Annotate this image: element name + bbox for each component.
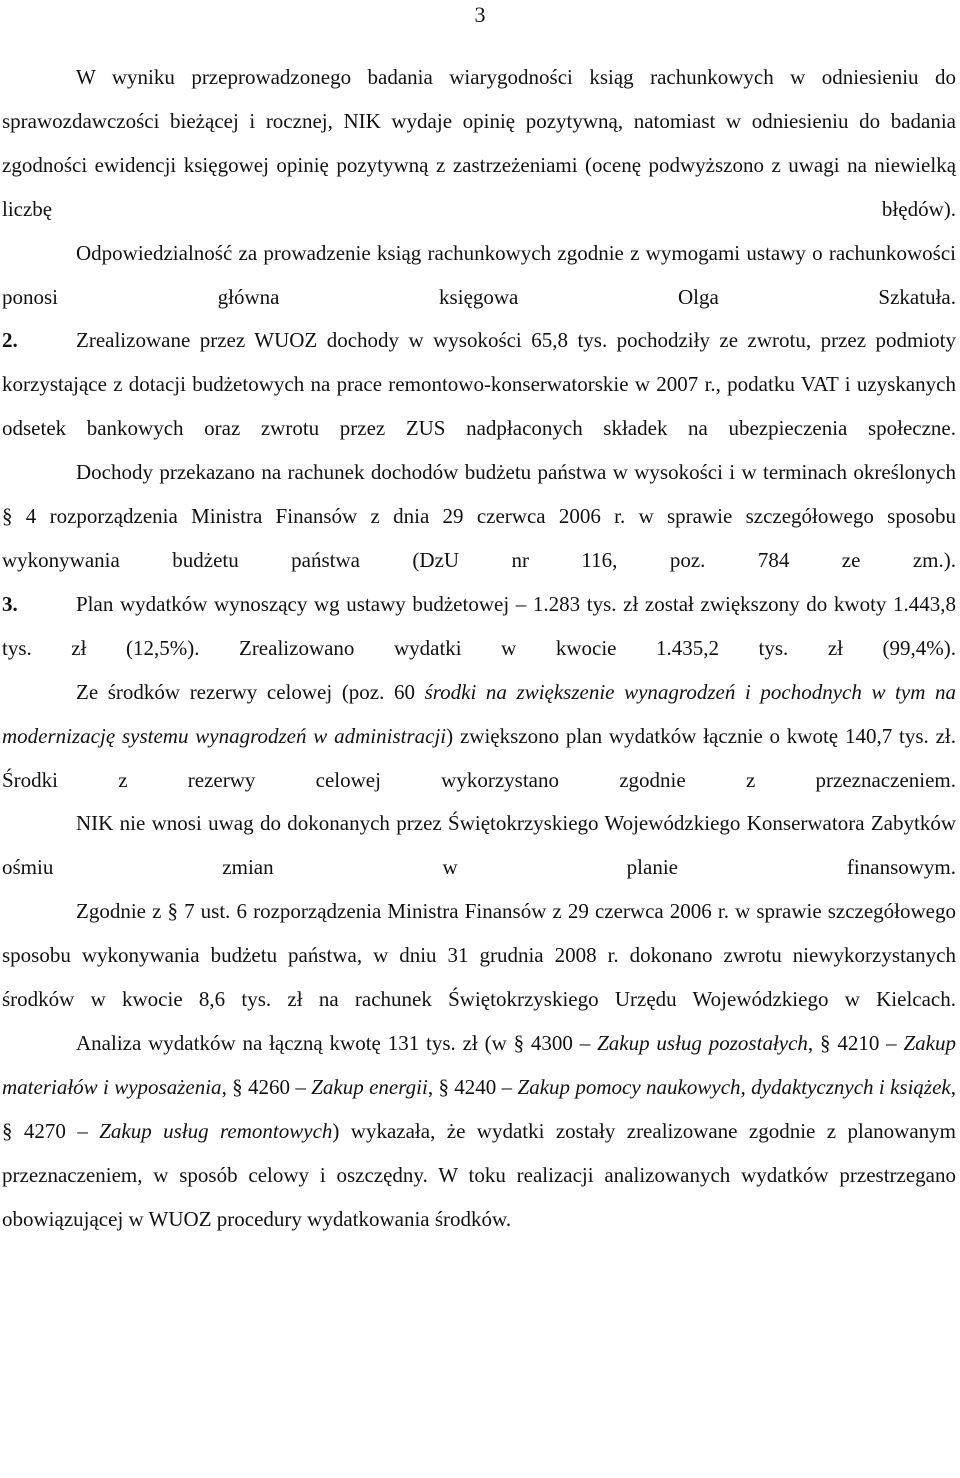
text-run: ) zwiększono — [446, 723, 560, 748]
text-line: o rachunkowości ponosi główna księgowa Olga Szkatuła. — [2, 240, 956, 309]
text-line: NIK nie wnosi uwag do dokonanych przez Świętokrzyskiego Wojewódzkiego — [76, 811, 741, 836]
text-run: ) wykazała, że wydatki zostały zrealizowane zgodnie z planowanym przeznaczeniem, w sposób celowy i oszczędny. W toku realizacji analizowanych wydatków przestrzegano obowiązującej w WUOZ procedury wydatkowania środków. — [2, 1118, 956, 1231]
paragraph-expenditure-analysis — [2, 1022, 956, 1242]
document-body — [2, 56, 956, 1241]
text-run: , § 4210 – — [807, 1030, 904, 1055]
paragraph-responsibility — [2, 232, 956, 320]
section-number: 2. — [2, 328, 18, 353]
text-line: w odniesieniu do sprawozdawczości bieżącej i rocznej, NIK wydaje opinię pozytywną, — [2, 65, 956, 133]
text-line: w sprawie szczegółowego sposobu wykonywania budżetu państwa, w dniu 31 grudnia — [2, 899, 957, 968]
text-line: przez podmioty korzystające z dotacji budżetowych na prace remontowo-konserwatorskie — [2, 328, 956, 397]
text-run: , § 4240 – — [427, 1074, 518, 1099]
italic-text-run: Zakup materiałów i wyposażenia — [2, 1030, 956, 1099]
text-run: , § 4260 – — [221, 1074, 312, 1099]
text-line: w 2007 r., podatku VAT i uzyskanych odsetek bankowych oraz zwrotu przez ZUS — [2, 372, 957, 441]
text-line: Konserwatora Zabytków ośmiu zmian w planie finansowym. — [2, 811, 956, 880]
text-line: Świętokrzyskiego Urzędu Wojewódzkiego w Kielcach. — [448, 987, 957, 1012]
italic-text-run: Zakup usług remontowych — [99, 1118, 333, 1143]
text-line: Dochody przekazano na rachunek dochodów budżetu państwa w wysokości — [76, 460, 723, 485]
text-line: 2008 r. dokonano zwrotu niewykorzystanych środków w kwocie 8,6 tys. zł na rachunek — [2, 943, 957, 1012]
paragraph-plan-changes — [2, 802, 956, 890]
text-line: nadpłaconych składek na ubezpieczenia społeczne. — [466, 416, 956, 441]
text-line: z przeznaczeniem. — [745, 767, 957, 792]
italic-text-run: i pochodnych w tym na modernizację systemu wynagrodzeń w administracji — [2, 679, 956, 748]
text-line: w sprawie szczegółowego sposobu wykonywania budżetu państwa (DzU nr 116, poz. 784 — [2, 504, 957, 572]
italic-text-run: Zakup energii — [311, 1074, 428, 1099]
text-line: z zastrzeżeniami (ocenę podwyższono z uwagi na niewielką liczbę błędów). — [2, 152, 957, 221]
text-line: Zgodnie z § 7 ust. 6 rozporządzenia Ministra Finansów z 29 czerwca 2006 r. — [76, 899, 729, 924]
text-line: natomiast w odniesieniu do badania zgodności ewidencji księgowej opinię pozytywną — [2, 108, 956, 177]
text-line: plan wydatków łącznie o kwotę 140,7 tys. zł. Środki z rezerwy celowej wykorzystano zgodnie — [2, 723, 956, 792]
text-line: Odpowiedzialność za prowadzenie ksiąg rachunkowych zgodnie z wymogami ustawy — [76, 240, 806, 265]
paragraph-refund — [2, 890, 956, 1022]
text-line: do kwoty 1.443,8 tys. zł (12,5%). Zrealizowano wydatki w kwocie 1.435,2 tys. zł (99,4%). — [2, 591, 957, 660]
text-line: i w terminach określonych § 4 rozporządzenia Ministra Finansów z dnia 29 czerwca 2006 r. — [2, 460, 957, 529]
text-run: Ze środków rezerwy celowej (poz. 60 — [76, 679, 425, 704]
section-number: 3. — [2, 591, 18, 616]
section-2-income — [2, 319, 956, 451]
italic-text-run: Zakup pomocy naukowych, dydaktycznych i książek — [517, 1074, 951, 1099]
paragraph-reserve-funds — [2, 671, 956, 803]
text-line: Zrealizowane przez WUOZ dochody w wysokości 65,8 tys. pochodziły ze zwrotu, — [76, 328, 812, 353]
section-3-expenditure — [2, 583, 956, 671]
paragraph-audit-opinion — [2, 56, 956, 232]
italic-text-run: środki na zwiększenie wynagrodzeń — [424, 679, 736, 704]
text-line: W wyniku przeprowadzonego badania wiarygodności ksiąg rachunkowych — [76, 65, 774, 89]
page-number: 3 — [474, 2, 486, 27]
paragraph-income-transfer — [2, 451, 956, 583]
text-run: Analiza wydatków na łączną kwotę 131 tys. zł (w § 4300 – — [76, 1030, 598, 1055]
text-run: , § 4270 – — [2, 1074, 956, 1143]
text-line: ze zm.). — [841, 547, 956, 572]
text-line: Plan wydatków wynoszący wg ustawy budżetowej – 1.283 tys. zł został zwiększony — [76, 591, 800, 616]
italic-text-run: Zakup usług pozostałych — [597, 1030, 808, 1055]
